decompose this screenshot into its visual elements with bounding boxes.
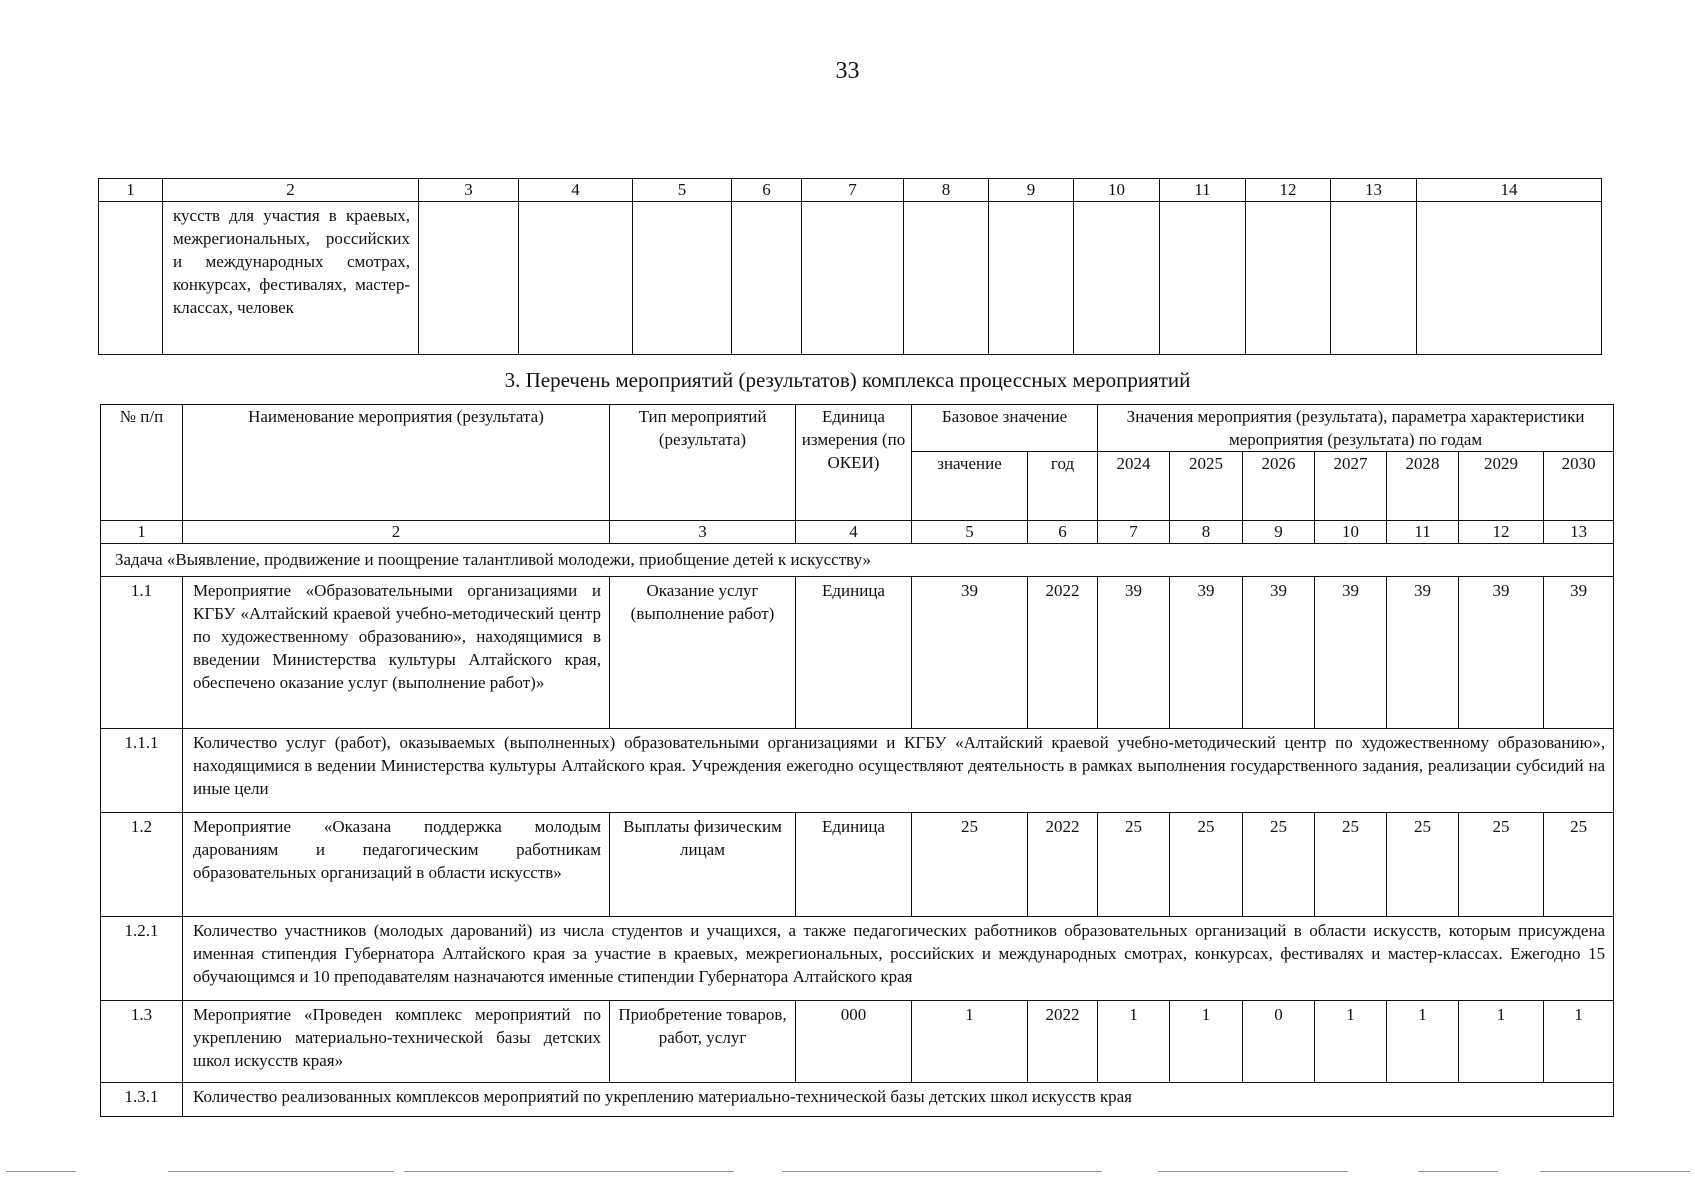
header-base-value: значение <box>912 452 1028 521</box>
page-number: 33 <box>835 58 860 84</box>
column-number-row <box>99 179 1602 202</box>
base-year: 2022 <box>1028 813 1098 917</box>
scan-artifact-line <box>1158 1171 1348 1172</box>
year-value: 1 <box>1387 1001 1459 1083</box>
column-number: 5 <box>912 521 1028 544</box>
year-value: 39 <box>1315 577 1387 729</box>
header-year: 2028 <box>1387 452 1459 521</box>
activity-name: Мероприятие «Образовательными организациями и КГБУ «Алтайский краевой учебно-методический центр по художественному образованию», находящимися в введении Министерства культуры Алтайского края, обеспечено оказание услуг (выполнение работ)» <box>183 577 610 729</box>
task-row <box>101 544 1614 577</box>
year-value: 1 <box>1170 1001 1243 1083</box>
column-number: 6 <box>732 179 802 202</box>
scan-artifact-line <box>168 1171 394 1172</box>
year-value: 39 <box>1544 577 1614 729</box>
base-value: 1 <box>912 1001 1028 1083</box>
year-value: 39 <box>1170 577 1243 729</box>
column-number: 10 <box>1315 521 1387 544</box>
header-num: № п/п <box>101 405 183 521</box>
scan-artifact-line <box>1540 1171 1690 1172</box>
table-cell <box>1246 202 1331 355</box>
activity-type: Выплаты физическим лицам <box>610 813 796 917</box>
table-cell <box>1160 202 1246 355</box>
table-cell <box>419 202 519 355</box>
column-number: 2 <box>163 179 419 202</box>
year-value: 25 <box>1544 813 1614 917</box>
column-number-row <box>101 521 1614 544</box>
year-value: 25 <box>1243 813 1315 917</box>
scan-artifact-line <box>1418 1171 1498 1172</box>
year-value: 1 <box>1098 1001 1170 1083</box>
table-row <box>99 202 1602 355</box>
year-value: 25 <box>1170 813 1243 917</box>
indicator-name-cell: кусств для участия в краевых, межрегиональных, российских и международных смотрах, конкурсах, фестивалях, мастер-классах, человек <box>163 202 419 355</box>
header-year: 2030 <box>1544 452 1614 521</box>
column-number: 9 <box>1243 521 1315 544</box>
table-row <box>101 1001 1614 1083</box>
column-number: 2 <box>183 521 610 544</box>
row-num: 1.2 <box>101 813 183 917</box>
column-number: 5 <box>633 179 732 202</box>
table-cell <box>904 202 989 355</box>
row-num: 1.3.1 <box>101 1083 183 1117</box>
table-cell <box>802 202 904 355</box>
header-name: Наименование мероприятия (результата) <box>183 405 610 521</box>
column-number: 8 <box>904 179 989 202</box>
row-num: 1.3 <box>101 1001 183 1083</box>
column-number: 11 <box>1160 179 1246 202</box>
table-cell <box>633 202 732 355</box>
header-base-year: год <box>1028 452 1098 521</box>
column-number: 12 <box>1459 521 1544 544</box>
row-num: 1.2.1 <box>101 917 183 1001</box>
table-cell <box>519 202 633 355</box>
unit: Единица <box>796 813 912 917</box>
year-value: 25 <box>1459 813 1544 917</box>
header-year: 2029 <box>1459 452 1544 521</box>
header-type: Тип мероприятий (результата) <box>610 405 796 521</box>
header-row <box>101 405 1614 452</box>
table-row <box>101 577 1614 729</box>
indicator-description: Количество участников (молодых дарований) из числа студентов и учащихся, а также педагогических работников образовательных организаций в области искусств, которым присуждена именная стипендия Губернатора Алтайского края за участие в краевых, межрегиональных, российских и международных смотрах, конкурсах, фестивалях и мастер-классах. Ежегодно 15 обучающимся и 10 преподавателям назначаются именные стипендии Губернатора Алтайского края <box>183 917 1614 1001</box>
column-number: 14 <box>1417 179 1602 202</box>
header-year: 2024 <box>1098 452 1170 521</box>
column-number: 3 <box>419 179 519 202</box>
header-year: 2026 <box>1243 452 1315 521</box>
section-title: 3. Перечень мероприятий (результатов) комплекса процессных мероприятий <box>504 368 1191 392</box>
column-number: 6 <box>1028 521 1098 544</box>
activity-name: Мероприятие «Оказана поддержка молодым дарованиям и педагогическим работникам образовательных организаций в области искусств» <box>183 813 610 917</box>
year-value: 1 <box>1459 1001 1544 1083</box>
year-value: 39 <box>1459 577 1544 729</box>
table-row <box>101 1083 1614 1117</box>
indicator-description: Количество реализованных комплексов мероприятий по укреплению материально-технической базы детских школ искусств края <box>183 1083 1614 1117</box>
column-number: 1 <box>99 179 163 202</box>
unit: 000 <box>796 1001 912 1083</box>
indicator-description: Количество услуг (работ), оказываемых (выполненных) образовательными организациями и КГБУ «Алтайский краевой учебно-методический центр по художественному образованию», находящимися в ведении Министерства культуры Алтайского края. Учреждения ежегодно осуществляют деятельность в рамках выполнения государственного задания, реализации субсидий на иные цели <box>183 729 1614 813</box>
row-num: 1.1 <box>101 577 183 729</box>
activity-name: Мероприятие «Проведен комплекс мероприятий по укреплению материально-технической базы детских школ искусств края» <box>183 1001 610 1083</box>
base-year: 2022 <box>1028 1001 1098 1083</box>
table-row <box>101 917 1614 1001</box>
column-number: 7 <box>802 179 904 202</box>
header-unit: Единица измерения (по ОКЕИ) <box>796 405 912 521</box>
table-cell <box>99 202 163 355</box>
column-number: 13 <box>1331 179 1417 202</box>
header-year: 2027 <box>1315 452 1387 521</box>
task-title: Задача «Выявление, продвижение и поощрение талантливой молодежи, приобщение детей к искусству» <box>101 544 1614 577</box>
continuation-table <box>98 178 1602 355</box>
table-row <box>101 813 1614 917</box>
column-number: 4 <box>519 179 633 202</box>
table-cell <box>732 202 802 355</box>
year-value: 1 <box>1544 1001 1614 1083</box>
column-number: 1 <box>101 521 183 544</box>
base-value: 39 <box>912 577 1028 729</box>
table-cell <box>989 202 1074 355</box>
activity-type: Приобретение товаров, работ, услуг <box>610 1001 796 1083</box>
table-cell <box>1417 202 1602 355</box>
column-number: 13 <box>1544 521 1614 544</box>
table-row <box>101 729 1614 813</box>
year-value: 39 <box>1243 577 1315 729</box>
header-year: 2025 <box>1170 452 1243 521</box>
column-number: 7 <box>1098 521 1170 544</box>
column-number: 3 <box>610 521 796 544</box>
activities-table <box>100 404 1614 1117</box>
activity-type: Оказание услуг (выполнение работ) <box>610 577 796 729</box>
year-value: 39 <box>1387 577 1459 729</box>
header-values: Значения мероприятия (результата), параметра характеристики мероприятия (результата) по годам <box>1098 405 1614 452</box>
year-value: 0 <box>1243 1001 1315 1083</box>
table-cell <box>1074 202 1160 355</box>
column-number: 8 <box>1170 521 1243 544</box>
year-value: 25 <box>1315 813 1387 917</box>
column-number: 11 <box>1387 521 1459 544</box>
base-value: 25 <box>912 813 1028 917</box>
unit: Единица <box>796 577 912 729</box>
header-base: Базовое значение <box>912 405 1098 452</box>
scan-artifact-line <box>782 1171 1102 1172</box>
column-number: 9 <box>989 179 1074 202</box>
year-value: 1 <box>1315 1001 1387 1083</box>
year-value: 25 <box>1387 813 1459 917</box>
row-num: 1.1.1 <box>101 729 183 813</box>
year-value: 25 <box>1098 813 1170 917</box>
scan-artifact-line <box>404 1171 734 1172</box>
scan-artifact-line <box>6 1171 76 1172</box>
column-number: 10 <box>1074 179 1160 202</box>
column-number: 12 <box>1246 179 1331 202</box>
year-value: 39 <box>1098 577 1170 729</box>
base-year: 2022 <box>1028 577 1098 729</box>
column-number: 4 <box>796 521 912 544</box>
table-cell <box>1331 202 1417 355</box>
